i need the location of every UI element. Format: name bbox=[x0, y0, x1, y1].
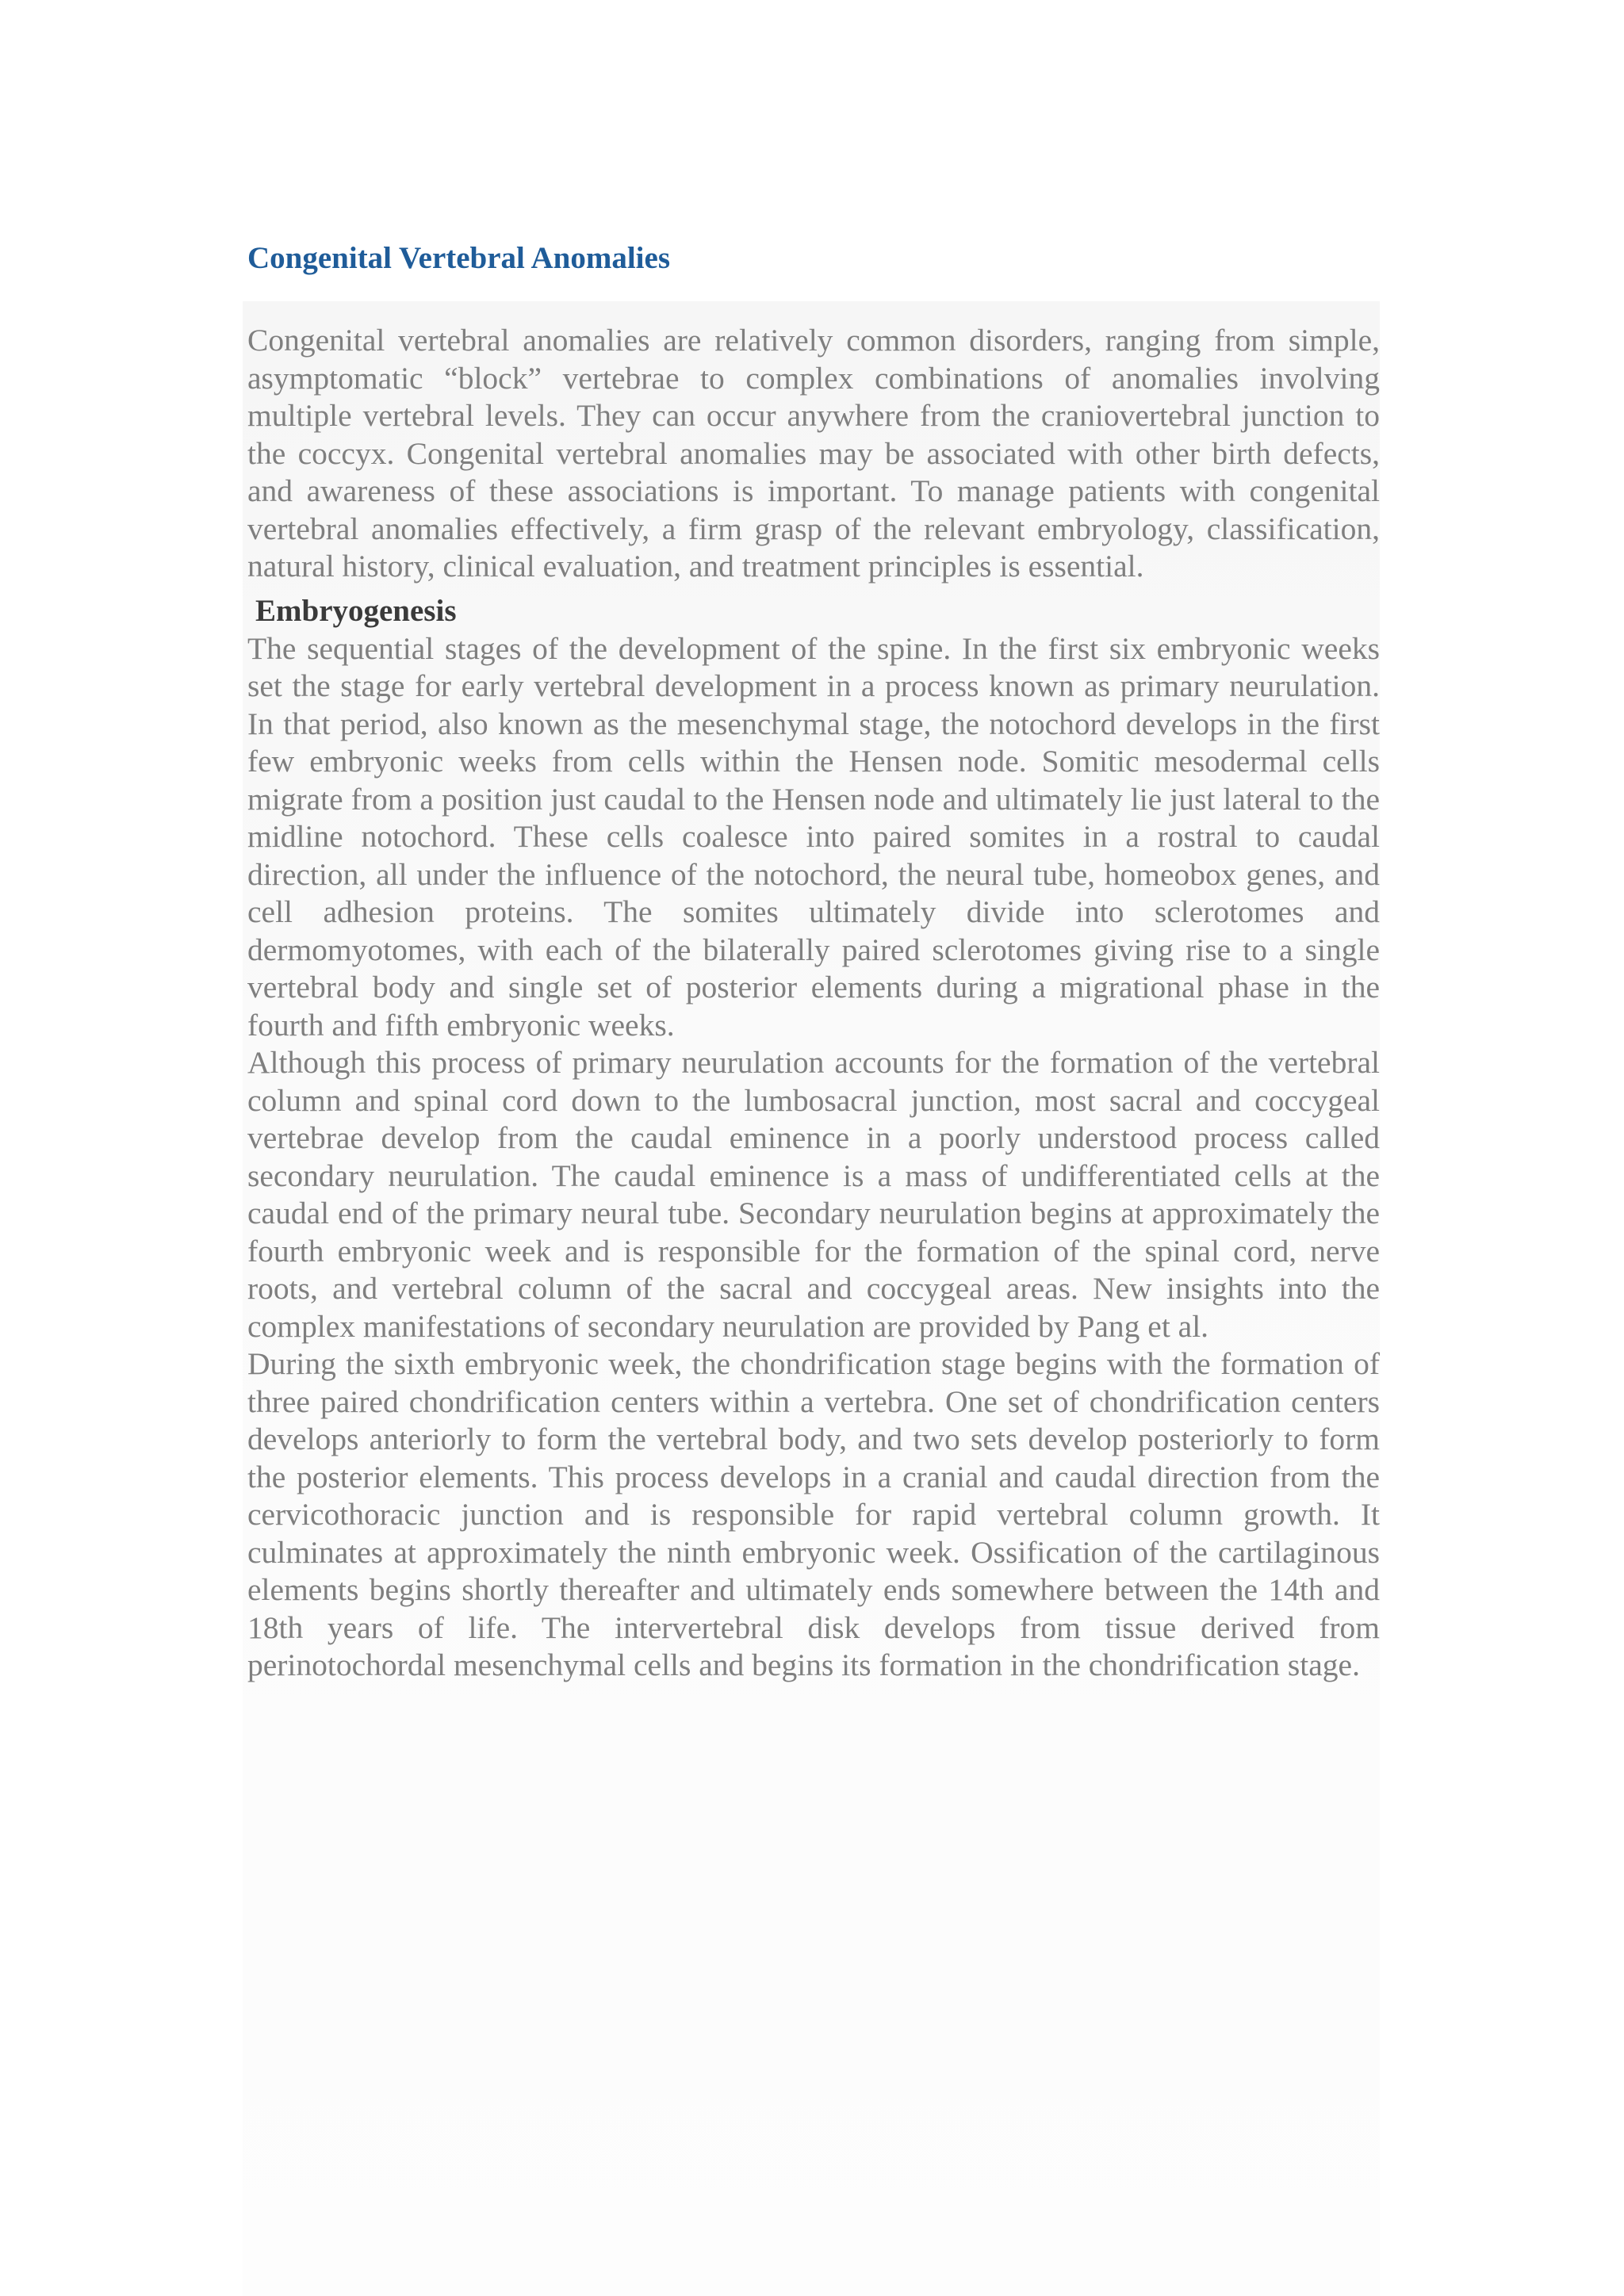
embryogenesis-paragraph-1: The sequential stages of the development of the spine. In the first six embryonic weeks set the stage for early vertebral development in a process known as primary neurulation. In that period, also known as the mesenchymal stage, the notochord develops in the first few embryonic weeks from cells within the Hensen node. Somitic mesodermal cells migrate from a position just caudal to the Hensen node and ultimately lie just lateral to the midline notochord. These cells coalesce into paired somites in a rostral to caudal direction, all under the influence of the notochord, the neural tube, homeobox genes, and cell adhesion proteins. The somites ultimately divide into sclerotomes and dermomyotomes, with each of the bilaterally paired sclerotomes giving rise to a single vertebral body and single set of posterior elements during a migrational phase in the fourth and fifth embryonic weeks. bbox=[247, 630, 1380, 1043]
embryogenesis-paragraph-2: Although this process of primary neurulation accounts for the formation of the vertebral column and spinal cord down to the lumbosacral junction, most sacral and coccygeal vertebrae develop from the caudal eminence in a poorly understood process called secondary neurulation. The caudal eminence is a mass of undifferentiated cells at the caudal end of the primary neural tube. Secondary neurulation begins at approximately the fourth embryonic week and is responsible for the formation of the spinal cord, nerve roots, and vertebral column of the sacral and coccygeal areas. New insights into the complex manifestations of secondary neurulation are provided by Pang et al. bbox=[247, 1045, 1380, 1344]
embryogenesis-paragraph-3: During the sixth embryonic week, the chondrification stage begins with the formation of three paired chondrification centers within a vertebra. One set of chondrification centers develops anteriorly to form the vertebral body, and two sets develop posteriorly to form the posterior elements. This process develops in a cranial and caudal direction from the cervicothoracic junction and is responsible for rapid vertebral column growth. It culminates at approximately the ninth embryonic week. Ossification of the cartilaginous elements begins shortly thereafter and ultimately ends somewhere between the 14th and 18th years of life. The intervertebral disk develops from tissue derived from perinotochordal mesenchymal cells and begins its formation in the chondrification stage. bbox=[247, 1346, 1380, 1682]
section-heading-embryogenesis: Embryogenesis bbox=[255, 593, 457, 628]
document-body bbox=[247, 238, 1380, 1685]
document-title: Congenital Vertebral Anomalies bbox=[247, 241, 670, 275]
intro-paragraph: Congenital vertebral anomalies are relatively common disorders, ranging from simple, asymptomatic “block” vertebrae to complex combinations of anomalies involving multiple vertebral levels. They can occur anywhere from the craniovertebral junction to the coccyx. Congenital vertebral anomalies may be associated with other birth defects, and awareness of these associations is important. To manage patients with congenital vertebral anomalies effectively, a firm grasp of the relevant embryology, classification, natural history, clinical evaluation, and treatment principles is essential. bbox=[247, 323, 1380, 584]
